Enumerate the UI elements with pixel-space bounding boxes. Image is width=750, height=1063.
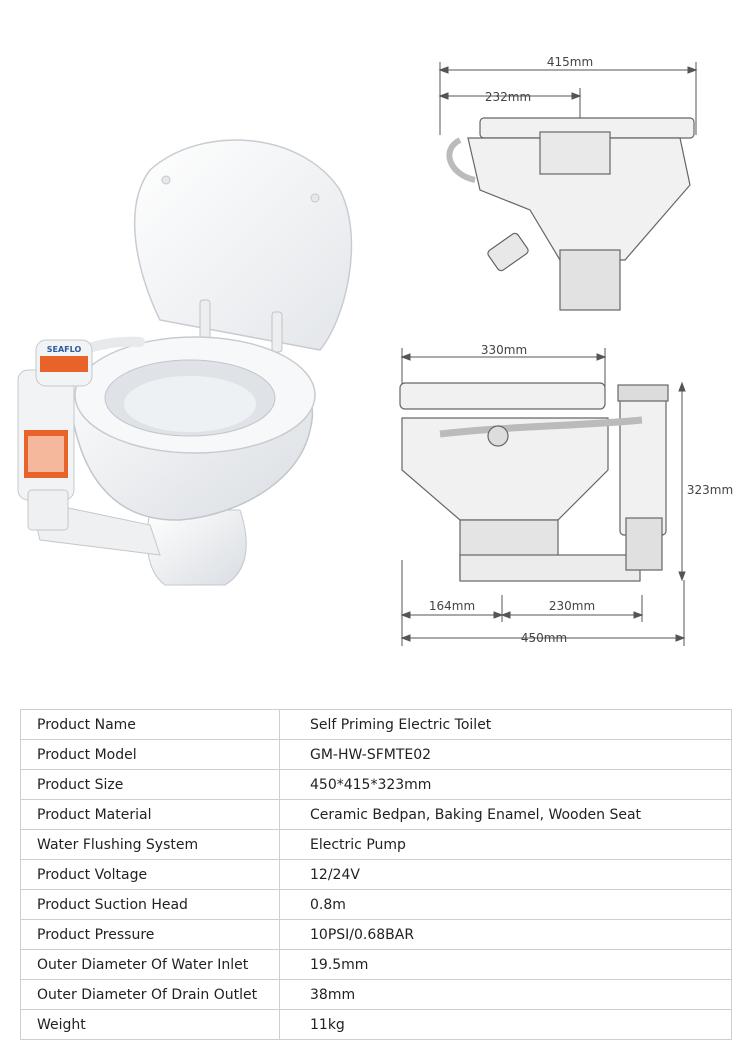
spec-row bbox=[21, 710, 732, 740]
dim-top-width: 415mm bbox=[546, 55, 594, 69]
toilet-photo bbox=[0, 130, 380, 600]
spec-row bbox=[21, 800, 732, 830]
spec-row bbox=[21, 950, 732, 980]
spec-row bbox=[21, 1010, 732, 1040]
spec-row bbox=[21, 770, 732, 800]
spec-key: Weight bbox=[21, 1010, 280, 1040]
dim-base-left: 164mm bbox=[428, 599, 476, 613]
spec-value: 38mm bbox=[280, 980, 732, 1010]
spec-row bbox=[21, 860, 732, 890]
spec-value: 10PSI/0.68BAR bbox=[280, 920, 732, 950]
spec-key: Product Voltage bbox=[21, 860, 280, 890]
spec-key: Outer Diameter Of Drain Outlet bbox=[21, 980, 280, 1010]
specs-table bbox=[20, 709, 732, 1040]
dim-base-right: 230mm bbox=[548, 599, 596, 613]
dim-total-width: 450mm bbox=[520, 631, 568, 645]
spec-value: GM-HW-SFMTE02 bbox=[280, 740, 732, 770]
spec-row bbox=[21, 890, 732, 920]
spec-row bbox=[21, 980, 732, 1010]
spec-key: Product Suction Head bbox=[21, 890, 280, 920]
spec-value: Electric Pump bbox=[280, 830, 732, 860]
dimension-diagram bbox=[380, 40, 750, 660]
spec-key: Product Material bbox=[21, 800, 280, 830]
spec-row bbox=[21, 740, 732, 770]
spec-value: 19.5mm bbox=[280, 950, 732, 980]
spec-key: Product Model bbox=[21, 740, 280, 770]
spec-key: Water Flushing System bbox=[21, 830, 280, 860]
spec-value: 450*415*323mm bbox=[280, 770, 732, 800]
spec-key: Product Name bbox=[21, 710, 280, 740]
spec-row bbox=[21, 830, 732, 860]
dim-top-inner: 232mm bbox=[484, 90, 532, 104]
spec-value: 0.8m bbox=[280, 890, 732, 920]
spec-value: Ceramic Bedpan, Baking Enamel, Wooden Seat bbox=[280, 800, 732, 830]
dim-height: 323mm bbox=[686, 483, 734, 497]
dim-seat-width: 330mm bbox=[480, 343, 528, 357]
spec-key: Outer Diameter Of Water Inlet bbox=[21, 950, 280, 980]
spec-key: Product Pressure bbox=[21, 920, 280, 950]
spec-row bbox=[21, 920, 732, 950]
spec-value: 12/24V bbox=[280, 860, 732, 890]
pump-brand-label: SEAFLO bbox=[46, 345, 82, 354]
spec-value: Self Priming Electric Toilet bbox=[280, 710, 732, 740]
spec-value: 11kg bbox=[280, 1010, 732, 1040]
spec-key: Product Size bbox=[21, 770, 280, 800]
